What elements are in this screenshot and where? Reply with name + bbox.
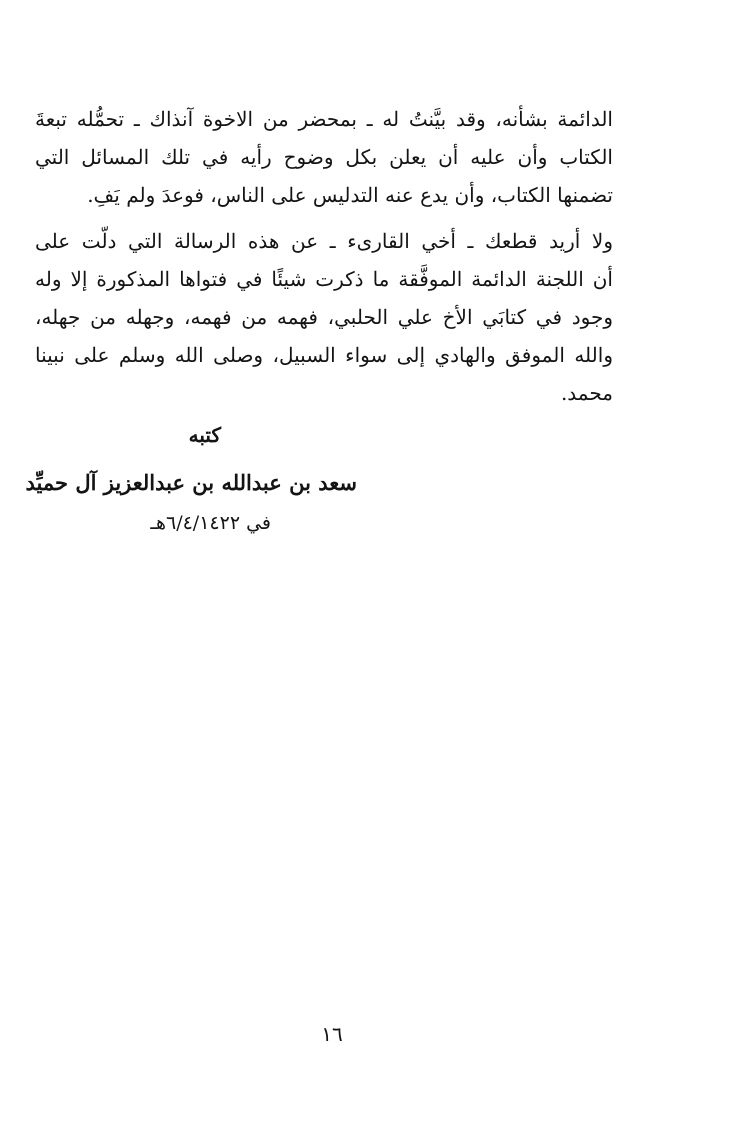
paragraph-2-line-3: وجود في كتابَي الأخ علي الحلبي، فهمه من فهمه، وجهله من جهله، [35,305,614,329]
written-by-label: كتبه [188,423,221,447]
page-number: ١٦ [321,1022,343,1046]
paragraph-2-line-5: محمد. [560,381,613,405]
paragraph-1-line-1: الدائمة بشأنه، وقد بيَّنتُ له ـ بمحضر من الاخوة آنذاك ـ تحمُّله تبعةَ [35,107,613,131]
paragraph-1 [35,100,613,214]
paragraph-1-line-2: الكتاب وأن عليه أن يعلن بكل وضوح رأيه في تلك المسائل التي [35,145,613,169]
author-name: سعد بن عبدالله بن عبدالعزيز آل حميِّد [25,470,357,495]
paragraph-2 [35,222,613,412]
signoff-date: في ٦/٤/١٤٢٢هـ [150,512,271,534]
paragraph-2-line-2: أن اللجنة الدائمة الموفَّقة ما ذكرت شيئًا في فتواها المذكورة إلا وله [35,267,613,291]
paragraph-2-line-4: والله الموفق والهادي إلى سواء السبيل، وصلى الله وسلم على نبينا [35,343,613,367]
paragraph-1-line-3: تضمنها الكتاب، وأن يدع عنه التدليس على الناس، فوعدَ ولم يَفِ. [87,183,613,207]
paragraph-2-line-1: ولا أريد قطعك ـ أخي القارىء ـ عن هذه الرسالة التي دلّت على [35,229,613,253]
